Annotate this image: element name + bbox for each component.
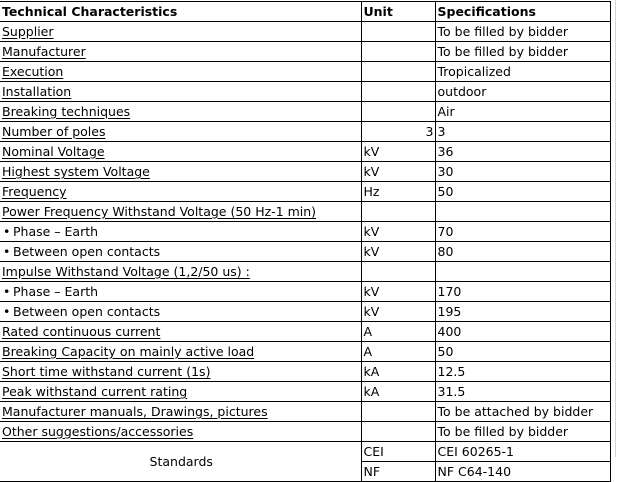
table-row (0, 102, 610, 122)
standard-spec[interactable]: CEI 60265-1 (435, 442, 610, 462)
table-row (0, 242, 610, 262)
row-unit[interactable] (361, 82, 435, 102)
row-label[interactable]: Installation (0, 82, 361, 102)
row-spec[interactable]: 50 (435, 342, 610, 362)
row-unit[interactable] (361, 102, 435, 122)
row-label[interactable]: Other suggestions/accessories (0, 422, 361, 442)
row-spec[interactable]: 70 (435, 222, 610, 242)
row-unit[interactable] (361, 402, 435, 422)
row-unit[interactable]: Hz (361, 182, 435, 202)
row-label[interactable]: Rated continuous current (0, 322, 361, 342)
table-row (0, 62, 610, 82)
table-row (0, 262, 610, 282)
technical-characteristics-table (0, 1, 611, 482)
row-label[interactable]: Nominal Voltage (0, 142, 361, 162)
row-spec[interactable]: 36 (435, 142, 610, 162)
table-row (0, 222, 610, 242)
row-unit[interactable] (361, 22, 435, 42)
row-label[interactable]: Short time withstand current (1s) (0, 362, 361, 382)
table-row (0, 382, 610, 402)
bullet-icon: • (3, 244, 11, 259)
row-unit[interactable]: kA (361, 382, 435, 402)
row-label[interactable]: Frequency (0, 182, 361, 202)
row-unit[interactable] (361, 202, 435, 222)
table-row (0, 322, 610, 342)
table-row (0, 82, 610, 102)
row-spec[interactable]: To be attached by bidder (435, 402, 610, 422)
table-row (0, 422, 610, 442)
row-spec[interactable] (435, 202, 610, 222)
standard-unit[interactable]: NF (361, 462, 435, 482)
row-label[interactable]: Number of poles (0, 122, 361, 142)
row-spec[interactable]: 12.5 (435, 362, 610, 382)
row-spec[interactable]: 195 (435, 302, 610, 322)
table-row (0, 202, 610, 222)
row-unit[interactable]: A (361, 342, 435, 362)
bullet-icon: • (3, 304, 11, 319)
row-spec[interactable]: 80 (435, 242, 610, 262)
row-spec[interactable]: Air (435, 102, 610, 122)
table-row (0, 42, 610, 62)
row-unit[interactable]: A (361, 322, 435, 342)
row-spec[interactable]: 31.5 (435, 382, 610, 402)
row-spec[interactable]: 400 (435, 322, 610, 342)
row-unit[interactable] (361, 422, 435, 442)
table-row (0, 142, 610, 162)
header-specifications[interactable]: Specifications (435, 2, 610, 22)
row-unit[interactable]: kA (361, 362, 435, 382)
row-unit[interactable] (361, 62, 435, 82)
header-characteristics[interactable]: Technical Characteristics (0, 2, 361, 22)
row-label[interactable]: Breaking Capacity on mainly active load (0, 342, 361, 362)
row-label: Between open contacts (13, 244, 161, 259)
row-label[interactable]: Manufacturer (0, 42, 361, 62)
row-label[interactable]: Breaking techniques (0, 102, 361, 122)
table-row (0, 182, 610, 202)
row-unit[interactable]: kV (361, 142, 435, 162)
table-row (0, 302, 610, 322)
row-unit[interactable]: kV (361, 242, 435, 262)
standard-unit[interactable]: CEI (361, 442, 435, 462)
row-spec[interactable]: 170 (435, 282, 610, 302)
gridline (615, 0, 616, 457)
bullet-icon: • (3, 224, 11, 239)
row-label[interactable]: Peak withstand current rating (0, 382, 361, 402)
table-row (0, 22, 610, 42)
header-unit[interactable]: Unit (361, 2, 435, 22)
row-label: Between open contacts (13, 304, 161, 319)
row-label[interactable]: Manufacturer manuals, Drawings, pictures (0, 402, 361, 422)
row-label[interactable]: Supplier (0, 22, 361, 42)
table-row (0, 162, 610, 182)
row-spec[interactable]: 30 (435, 162, 610, 182)
row-spec[interactable]: outdoor (435, 82, 610, 102)
row-label: Phase – Earth (13, 284, 99, 299)
row-spec[interactable]: 3 (435, 122, 610, 142)
standards-row (0, 442, 610, 462)
row-label[interactable]: Execution (0, 62, 361, 82)
row-unit[interactable] (361, 262, 435, 282)
bullet-icon: • (3, 284, 11, 299)
row-spec[interactable] (435, 262, 610, 282)
row-label-bulleted[interactable] (0, 282, 361, 302)
row-unit[interactable]: kV (361, 302, 435, 322)
row-spec[interactable]: To be filled by bidder (435, 422, 610, 442)
table-header-row (0, 2, 610, 22)
row-spec[interactable]: To be filled by bidder (435, 42, 610, 62)
row-unit[interactable]: kV (361, 282, 435, 302)
row-label: Phase – Earth (13, 224, 99, 239)
row-label-bulleted[interactable] (0, 222, 361, 242)
row-spec[interactable]: 50 (435, 182, 610, 202)
row-unit[interactable]: 3 (361, 122, 435, 142)
row-unit[interactable]: kV (361, 222, 435, 242)
standards-label[interactable]: Standards (0, 442, 361, 482)
row-label[interactable]: Power Frequency Withstand Voltage (50 Hz-1 min) (0, 202, 361, 222)
row-unit[interactable] (361, 42, 435, 62)
table-row (0, 402, 610, 422)
row-spec[interactable]: To be filled by bidder (435, 22, 610, 42)
row-label[interactable]: Impulse Withstand Voltage (1,2/50 us) : (0, 262, 361, 282)
table-row (0, 282, 610, 302)
table-row (0, 342, 610, 362)
table-row (0, 362, 610, 382)
row-spec[interactable]: Tropicalized (435, 62, 610, 82)
row-unit[interactable]: kV (361, 162, 435, 182)
table-row (0, 122, 610, 142)
row-label-bulleted[interactable] (0, 242, 361, 262)
standard-spec[interactable]: NF C64-140 (435, 462, 610, 482)
row-label-bulleted[interactable] (0, 302, 361, 322)
row-label[interactable]: Highest system Voltage (0, 162, 361, 182)
